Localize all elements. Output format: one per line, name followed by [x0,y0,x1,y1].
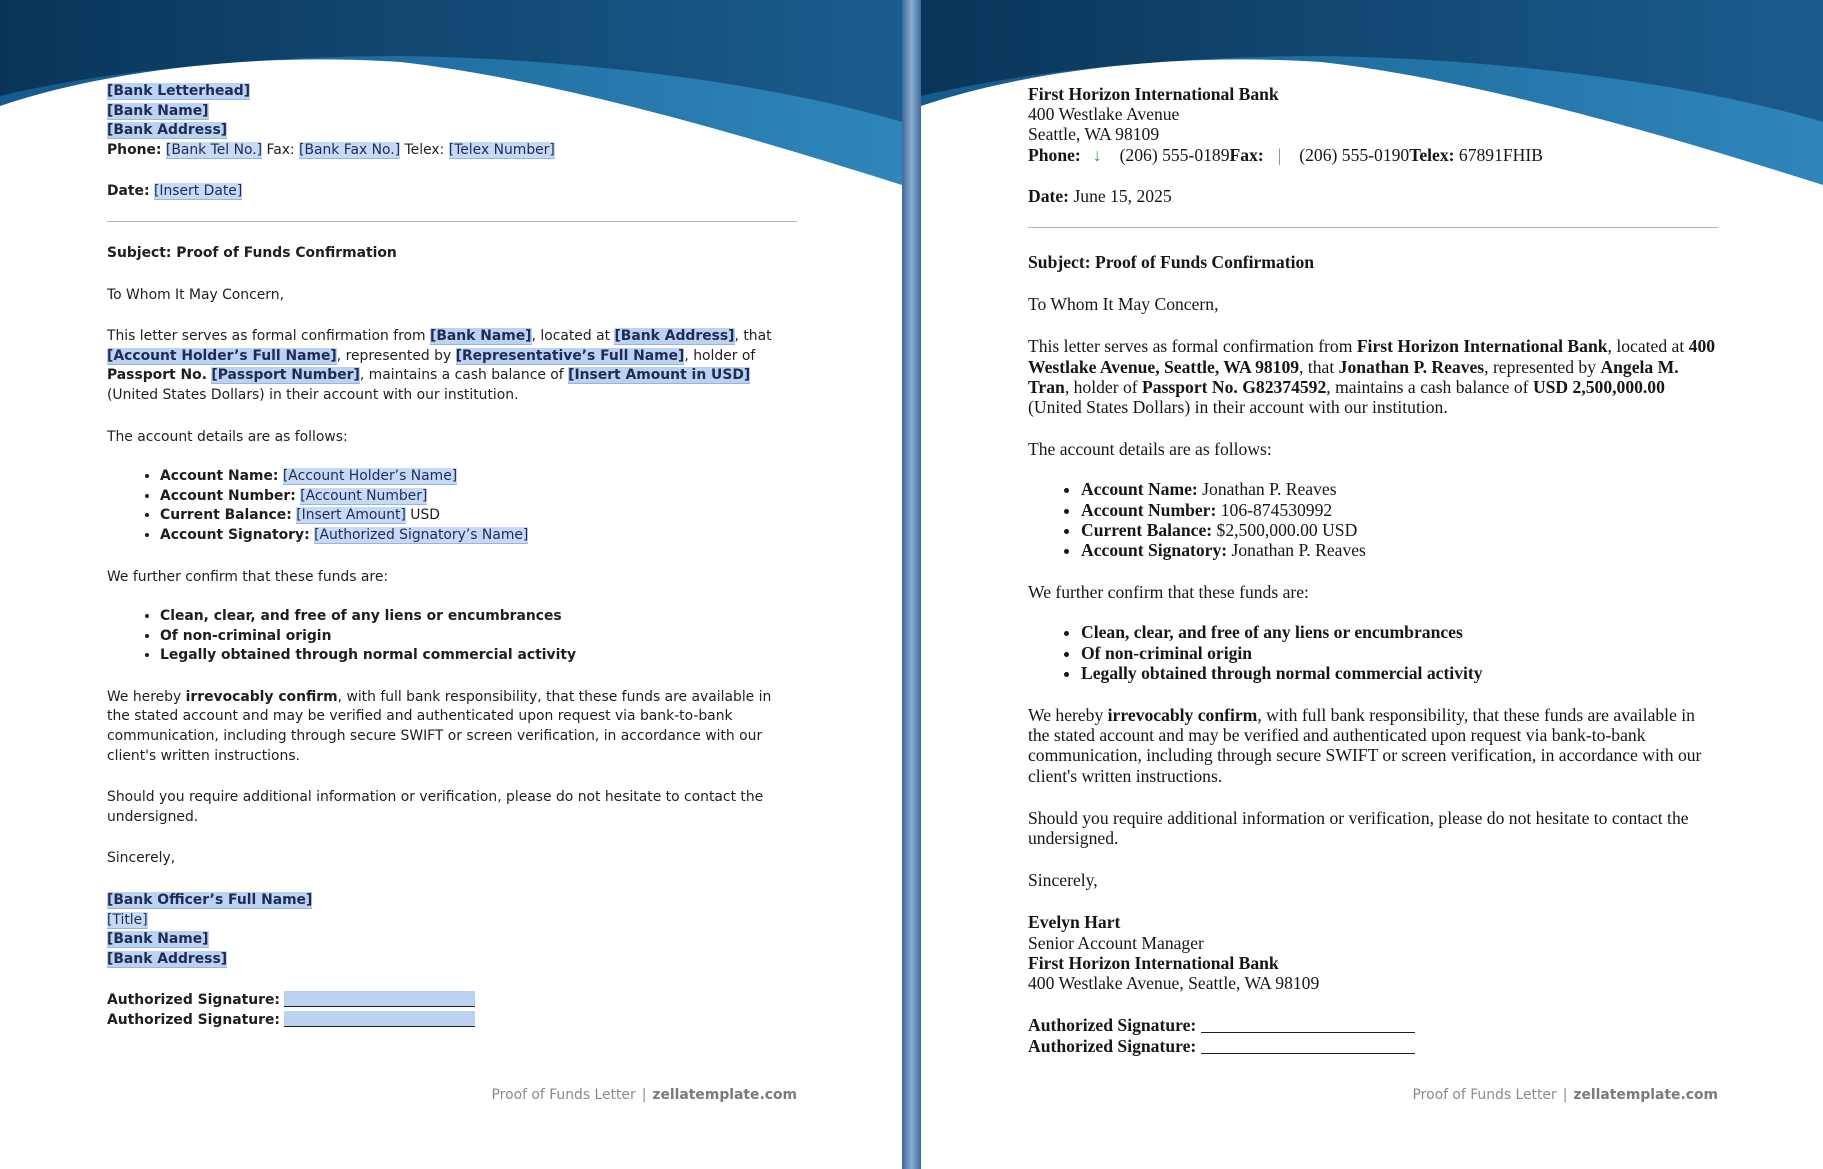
date-line [107,182,797,202]
signature-field[interactable] [1201,1039,1415,1054]
body-paragraph [1028,336,1718,417]
body-text: , represented by [1484,356,1601,377]
bank-name: First Horizon International Bank [1028,84,1279,104]
account-name-placeholder[interactable]: [Account Holder’s Name] [282,468,458,485]
auth-signature-label: Authorized Signature: [107,1012,280,1028]
body-text: , holder of [684,347,756,364]
signature-field[interactable] [284,1011,475,1027]
detail-label: Account Signatory: [1081,540,1228,561]
body-text: , maintains a cash balance of [1326,376,1533,397]
auth-signature-line [107,991,797,1011]
amount-placeholder[interactable]: [Insert Amount in USD] [568,367,751,384]
detail-value: $2,500,000.00 USD [1212,519,1358,540]
body-text: , maintains a cash balance of [359,367,569,384]
body-text: , located at [531,328,615,345]
list-item: • Legally obtained through normal commercial activity [1081,663,1718,683]
body-text: , with full bank responsibility, that these funds are available in the stated account and may be verified and authenticated upon request via bank-to-bank communication, including through secure SWIFT or screen verification, in accordance with our client's written instructions. [1028,705,1702,786]
body-passport: Passport No. G82374592 [1142,376,1327,397]
list-item: • Legally obtained through normal commercial activity [160,646,797,666]
page-footer [492,1087,797,1103]
body-text: , holder of [1064,376,1143,397]
detail-label: Account Name: [160,468,279,485]
auth-signature-label: Authorized Signature: [1028,1035,1197,1056]
body-emphasis: irrevocably confirm [185,688,338,705]
body-text: This letter serves as formal confirmation from [107,328,430,345]
irrevocable-paragraph [107,688,797,766]
auth-signature-label: Authorized Signature: [1028,1015,1197,1036]
body-bank-name-placeholder[interactable]: [Bank Name] [429,328,532,345]
cursor-bar-icon: | [1277,144,1282,165]
footer-site[interactable]: zellatemplate.com [652,1087,797,1103]
body-account-holder: Jonathan P. Reaves [1338,356,1485,377]
signature-field[interactable] [284,991,475,1007]
phone-label: Phone: [107,141,162,158]
detail-label: Account Number: [160,487,296,504]
letterhead-placeholder[interactable]: [Bank Letterhead] [107,83,251,99]
confirm-list [107,607,797,666]
detail-suffix: USD [405,507,440,524]
account-details-list [1028,479,1718,560]
passport-placeholder[interactable]: [Passport Number] [211,367,360,384]
subject-line: Subject: Proof of Funds Confirmation [107,244,397,261]
signature-bank-name-placeholder[interactable]: [Bank Name] [107,931,209,948]
list-item: • Of non-criminal origin [1081,643,1718,663]
confirm-intro: We further confirm that these funds are: [107,568,389,585]
date-value: June 15, 2025 [1073,185,1172,206]
signature-bank-address-placeholder[interactable]: [Bank Address] [107,950,228,967]
auth-signature-line [1028,1015,1718,1035]
body-amount: USD 2,500,000.00 [1532,376,1665,397]
account-details-list [107,467,797,545]
template-page [0,0,902,1169]
letter-body [1028,84,1718,1056]
list-item [160,487,797,507]
body-text: , located at [1607,336,1689,357]
detail-label: Current Balance: [1081,519,1213,540]
signature-field[interactable] [1201,1018,1415,1033]
detail-value: Jonathan P. Reaves [1227,540,1366,561]
body-text: , represented by [336,347,456,364]
telex-placeholder[interactable]: [Telex Number] [448,141,555,158]
signatory-placeholder[interactable]: [Authorized Signatory’s Name] [314,526,529,543]
arrow-down-icon: ↓ [1092,144,1102,165]
date-label: Date: [107,183,150,200]
footer-separator: | [641,1087,647,1103]
address-line-2: Seattle, WA 98109 [1028,124,1160,145]
list-item [160,506,797,526]
detail-label: Current Balance: [160,507,292,524]
date-label: Date: [1028,185,1070,206]
officer-name-placeholder[interactable]: [Bank Officer’s Full Name] [107,892,313,909]
address-line-1: 400 Westlake Avenue [1028,104,1180,125]
page-footer [1413,1087,1718,1103]
detail-value: 106-874530992 [1216,499,1333,520]
fax-label: Fax: [1229,144,1264,165]
phone-line [107,141,797,161]
passport-label: Passport No. [107,367,207,384]
body-text: (United States Dollars) in their account with our institution. [1028,397,1448,418]
confirm-list [1028,622,1718,683]
detail-label: Account Name: [1081,479,1198,500]
bank-name-placeholder[interactable]: [Bank Name] [107,102,209,119]
body-text: We hereby [1028,705,1108,726]
telex-label: Telex: [1409,144,1455,165]
account-holder-placeholder[interactable]: [Account Holder’s Full Name] [107,347,337,364]
list-item [160,467,797,487]
signature-bank-address: 400 Westlake Avenue, Seattle, WA 98109 [1028,973,1320,994]
footer-title: Proof of Funds Letter [491,1087,636,1103]
detail-value: Jonathan P. Reaves [1197,479,1337,500]
body-text: , that [734,328,772,345]
officer-title-placeholder[interactable]: [Title] [107,911,148,928]
representative-placeholder[interactable]: [Representative’s Full Name] [455,347,685,364]
fax-label: Fax: [266,141,295,158]
list-item [1081,540,1718,560]
irrevocable-paragraph [1028,705,1718,786]
body-representative: Angela M. Tran [1028,356,1679,397]
account-number-placeholder[interactable]: [Account Number] [300,487,428,504]
list-item: • Of non-criminal origin [160,627,797,647]
telex-value: 67891FHIB [1458,144,1543,165]
body-text: We hereby [107,688,186,705]
date-line [1028,186,1718,206]
body-bank-address-placeholder[interactable]: [Bank Address] [614,328,735,345]
bank-address-placeholder[interactable]: [Bank Address] [107,122,228,139]
auth-signature-label: Authorized Signature: [107,992,280,1009]
officer-title: Senior Account Manager [1028,932,1204,953]
salutation: To Whom It May Concern, [107,286,284,303]
phone-placeholder[interactable]: [Bank Tel No.] [165,141,263,158]
closing: Sincerely, [1028,870,1098,891]
body-text: This letter serves as formal confirmation from [1028,336,1357,357]
footer-separator: | [1562,1087,1568,1103]
closing: Sincerely, [107,850,176,867]
details-intro: The account details are as follows: [107,428,348,445]
detail-label: Account Signatory: [160,526,310,543]
fax-placeholder[interactable]: [Bank Fax No.] [299,141,401,158]
detail-label: Account Number: [1081,499,1217,520]
auth-signature-line [107,1011,797,1031]
footer-site[interactable]: zellatemplate.com [1573,1087,1718,1103]
letter-body [107,82,797,1031]
body-bank-name: First Horizon International Bank [1356,336,1608,357]
telex-label: Telex: [404,141,445,158]
current-balance-placeholder[interactable]: [Insert Amount] [296,507,406,524]
page-gutter [902,0,921,1169]
list-item [160,526,797,546]
body-emphasis: irrevocably confirm [1107,705,1258,726]
body-text: (United States Dollars) in their account with our institution. [107,386,519,403]
officer-name: Evelyn Hart [1028,912,1121,933]
date-placeholder[interactable]: [Insert Date] [153,183,243,200]
body-text: , with full bank responsibility, that these funds are available in the stated account and may be verified and authenticated upon request via bank-to-bank communication, including through secure SWIFT or screen verification, in accordance with our client's written instructions. [107,688,772,764]
phone-line [1028,145,1718,165]
list-item [1081,479,1718,499]
confirm-intro: We further confirm that these funds are: [1028,582,1309,603]
signature-bank-name: First Horizon International Bank [1028,952,1279,973]
list-item: • Clean, clear, and free of any liens or encumbrances [1081,622,1718,642]
details-intro: The account details are as follows: [1028,439,1272,460]
auth-signature-line [1028,1036,1718,1056]
phone-label: Phone: [1028,144,1081,165]
divider [1028,227,1718,228]
contact-paragraph: Should you require additional information or verification, please do not hesitate to contact the undersigned. [107,789,764,825]
list-item [1081,500,1718,520]
list-item [1081,520,1718,540]
salutation: To Whom It May Concern, [1028,294,1219,315]
fax-value: (206) 555-0190 [1299,144,1410,165]
body-bank-address: 400 Westlake Avenue, Seattle, WA 98109 [1028,336,1716,377]
phone-value: (206) 555-0189 [1119,144,1230,165]
list-item: • Clean, clear, and free of any liens or encumbrances [160,607,797,627]
divider [107,221,797,222]
body-text: , that [1299,356,1339,377]
filled-page [921,0,1823,1169]
footer-title: Proof of Funds Letter [1412,1087,1557,1103]
subject-line: Subject: Proof of Funds Confirmation [1028,252,1315,273]
contact-paragraph: Should you require additional information or verification, please do not hesitate to contact the undersigned. [1028,807,1689,849]
body-paragraph [107,327,797,405]
